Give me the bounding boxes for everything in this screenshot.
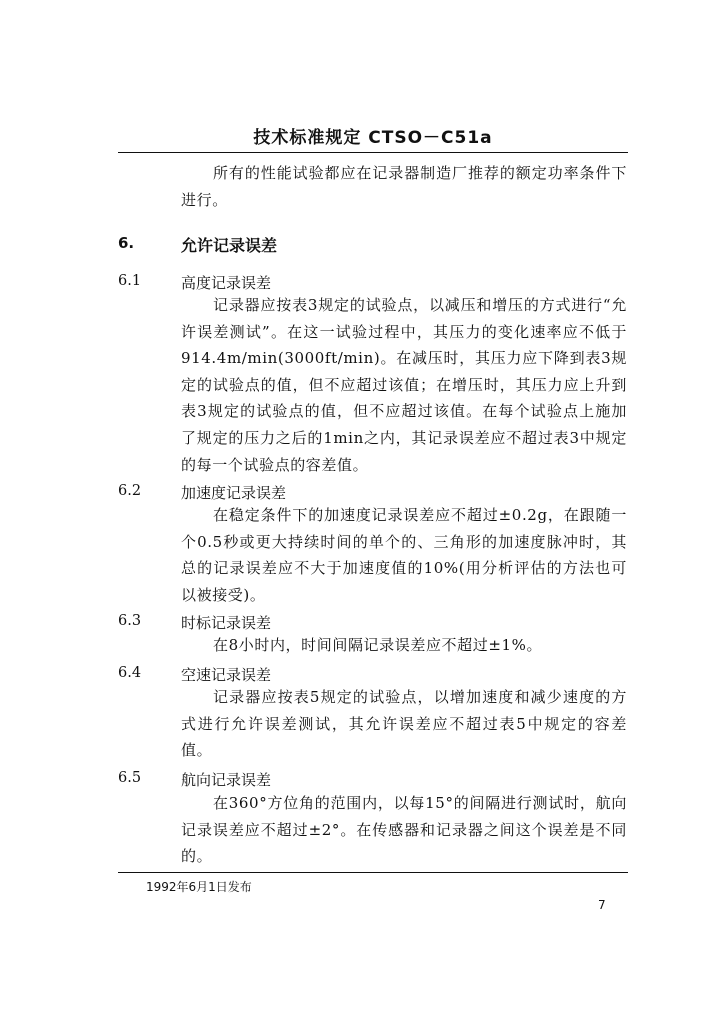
section-6-4-title: 空速记录误差 [181,666,272,684]
intro-paragraph: 所有的性能试验都应在记录器制造厂推荐的额定功率条件下进行。 [181,164,627,209]
publish-date: 1992年6月1日发布 [146,880,252,894]
section-6-2-number: 6.2 [118,483,142,499]
section-6-1-number: 6.1 [118,273,142,289]
section-6-3-title: 时标记录误差 [181,614,272,632]
footer-rule [118,872,628,873]
section-6-3-number: 6.3 [118,613,142,629]
section-6-number: 6. [118,234,135,252]
section-6-3-paragraph: 在8小时内，时间间隔记录误差应不超过±1%。 [213,636,543,654]
section-6-5-number: 6.5 [118,770,142,786]
section-6-5-paragraph: 在360°方位角的范围内，以每15°的间隔进行测试时，航向记录误差应不超过±2°。在传感器和记录器之间这个误差是不同的。 [181,794,627,866]
section-6-1-paragraph: 记录器应按表3规定的试验点，以减压和增压的方式进行“允许误差测试”。在这一试验过程中，其压力的变化速率应不低于914.4m/min(3000ft/min)。在减压时，其压力应下降到表3规定的试验点的值，但不应超过该值；在增压时，其压力应上升到表3规定的试验点的值，但不应超过该值。在每个试验点上施加了规定的压力之后的1min之内，其记录误差应不超过表3中规定的每一个试验点的容差值。 [181,296,627,474]
header-rule [118,152,628,153]
section-6-4-paragraph: 记录器应按表5规定的试验点，以增加速度和减少速度的方式进行允许误差测试，其允许误差应不超过表5中规定的容差值。 [181,688,627,760]
section-6-2-paragraph: 在稳定条件下的加速度记录误差应不超过±0.2g，在跟随一个0.5秒或更大持续时间的单个的、三角形的加速度脉冲时，其总的记录误差应不大于加速度值的10%(用分析评估的方法也可以被接受)。 [181,506,627,604]
page-number: 7 [598,898,606,912]
section-6-4-number: 6.4 [118,665,142,681]
section-6-1-title: 高度记录误差 [181,274,272,292]
section-6-title: 允许记录误差 [181,236,278,255]
section-6-5-title: 航向记录误差 [181,771,272,789]
section-6-2-title: 加速度记录误差 [181,484,287,502]
header-title: 技术标准规定 CTSO－C51a [253,128,493,148]
